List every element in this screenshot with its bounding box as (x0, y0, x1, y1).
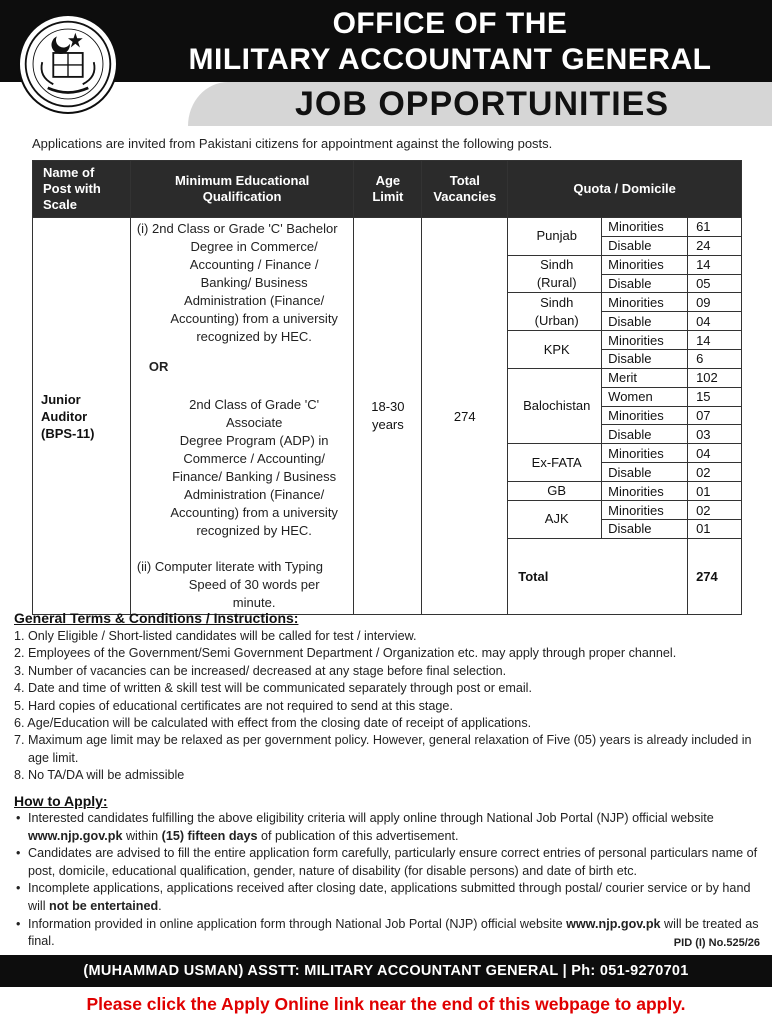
quota-count: 05 (688, 274, 742, 293)
list-item: 1. Only Eligible / Short-listed candidates will be called for test / interview. (14, 629, 417, 643)
quota-count: 02 (688, 463, 742, 482)
header-quota: Quota / Domicile (508, 161, 742, 218)
list-item: 8. No TA/DA will be admissible (14, 768, 185, 783)
quota-category: Minorities (602, 482, 688, 501)
office-title-line2: MILITARY ACCOUNTANT GENERAL (188, 43, 712, 76)
njp-link[interactable]: www.njp.gov.pk (28, 828, 123, 843)
quota-category: Women (602, 387, 688, 406)
list-item: • Candidates are advised to fill the entire application form carefully, particularly ensure correct entries of personal particulars name of post, domicile, educational qualification, gender, nature of disability (for disable persons) and date of birth etc. (14, 845, 764, 880)
province-ex-fata: Ex-FATA (508, 444, 602, 482)
table-header-row (33, 161, 742, 218)
list-item: 6. Age/Education will be calculated with effect from the closing date of receipt of applications. (14, 716, 532, 731)
or-label: OR (148, 359, 169, 374)
quota-category: Disable (602, 463, 688, 482)
list-item: 5. Hard copies of educational certificates are not required to send at this stage. (14, 698, 453, 713)
province-sindh-urban: Sindh (Urban) (508, 293, 602, 331)
province-kpk: KPK (508, 331, 602, 369)
quota-count: 6 (688, 350, 742, 369)
header-qualification: Minimum Educational Qualification (130, 161, 354, 218)
quota-count: 09 (688, 293, 742, 312)
quota-category: Minorities (602, 331, 688, 350)
quota-count: 01 (688, 482, 742, 501)
list-item: 2. Employees of the Government/Semi Government Department / Organization etc. may apply through proper channel. (14, 646, 677, 661)
quota-category: Disable (602, 274, 688, 293)
list-item: 3. Number of vacancies can be increased/ decreased at any stage before final selection. (14, 663, 507, 678)
quota-count: 04 (688, 312, 742, 331)
quota-category: Minorities (602, 293, 688, 312)
quota-category: Disable (602, 425, 688, 444)
quota-count: 102 (688, 368, 742, 387)
province-gb: GB (508, 482, 602, 501)
quota-category: Disable (602, 312, 688, 331)
quota-count: 04 (688, 444, 742, 463)
quota-count: 14 (688, 331, 742, 350)
header-vacancies: Total Vacancies (422, 161, 508, 218)
intro-text: Applications are invited from Pakistani citizens for appointment against the following posts. (32, 136, 553, 151)
table-row (33, 218, 742, 237)
quota-category: Merit (602, 368, 688, 387)
howto-list (14, 810, 764, 951)
quota-count: 03 (688, 425, 742, 444)
quota-category: Minorities (602, 218, 688, 237)
terms-list (14, 628, 764, 785)
emblem-logo (18, 14, 118, 114)
qualification-cell: (i) 2nd Class or Grade 'C' Bachelor Degree in Commerce/ Accounting / Finance / Banking/ Business Administration (Finance/ Accounting) from a university recognized by HEC. OR 2nd Class of Grade 'C' Associate Degree Program (ADP) in Commerce / Accounting/ Finance/ Banking / Business Administration (Finance/ Accounting) from a university recognized by HEC. (ii) Computer literate with Typing Speed of 30 words per minute. (130, 218, 354, 615)
quota-count: 14 (688, 255, 742, 274)
age-limit: 18-30 years (354, 218, 422, 615)
quota-count: 02 (688, 501, 742, 520)
province-sindh-rural: Sindh (Rural) (508, 255, 602, 293)
total-label: Total (508, 538, 688, 614)
terms-heading: General Terms & Conditions / Instructions: (14, 610, 299, 626)
signatory-footer: (MUHAMMAD USMAN) ASSTT: MILITARY ACCOUNTANT GENERAL | Ph: 051-9270701 (0, 955, 772, 987)
list-item: • Information provided in online application form through National Job Portal (NJP) official website www.njp.gov.pk will be treated as final. (14, 916, 764, 951)
quota-count: 07 (688, 406, 742, 425)
quota-count: 61 (688, 218, 742, 237)
quota-category: Disable (602, 350, 688, 369)
apply-online-note: Please click the Apply Online link near the end of this webpage to apply. (86, 994, 686, 1014)
header-post: Name of Post with Scale (33, 161, 131, 218)
quota-count: 24 (688, 236, 742, 255)
list-item: 4. Date and time of written & skill test will be communicated separately through post or email. (14, 681, 532, 696)
quota-category: Minorities (602, 406, 688, 425)
quota-category: Minorities (602, 501, 688, 520)
total-vacancies: 274 (422, 218, 508, 615)
office-title-line1: OFFICE OF THE (332, 7, 568, 40)
quota-category: Disable (602, 236, 688, 255)
njp-link[interactable]: www.njp.gov.pk (566, 916, 661, 931)
quota-count: 01 (688, 519, 742, 538)
quota-count: 15 (688, 387, 742, 406)
province-ajk: AJK (508, 501, 602, 539)
job-opportunities-banner: JOB OPPORTUNITIES (294, 85, 670, 123)
pid-number: PID (I) No.525/26 (673, 937, 760, 949)
header-age: Age Limit (354, 161, 422, 218)
page-header (0, 0, 772, 128)
list-item: • Interested candidates fulfilling the above eligibility criteria will apply online through National Job Portal (NJP) official website www.njp.gov.pk within (15) fifteen days of publication of this advertisement. (14, 810, 764, 845)
quota-category: Minorities (602, 444, 688, 463)
province-balochistan: Balochistan (508, 368, 602, 443)
list-item: • Incomplete applications, applications received after closing date, applications submitted through postal/ courier service or by hand will not be entertained. (14, 880, 764, 915)
quota-category: Minorities (602, 255, 688, 274)
post-name: Junior Auditor (BPS-11) (33, 218, 131, 615)
quota-category: Disable (602, 519, 688, 538)
vacancy-table (32, 160, 742, 615)
province-punjab: Punjab (508, 218, 602, 256)
list-item: 7. Maximum age limit may be relaxed as per government policy. However, general relaxation of Five (05) years is already included in age limit. (14, 733, 752, 765)
total-value: 274 (688, 538, 742, 614)
government-emblem-icon (22, 18, 114, 110)
howto-heading: How to Apply: (14, 793, 108, 809)
